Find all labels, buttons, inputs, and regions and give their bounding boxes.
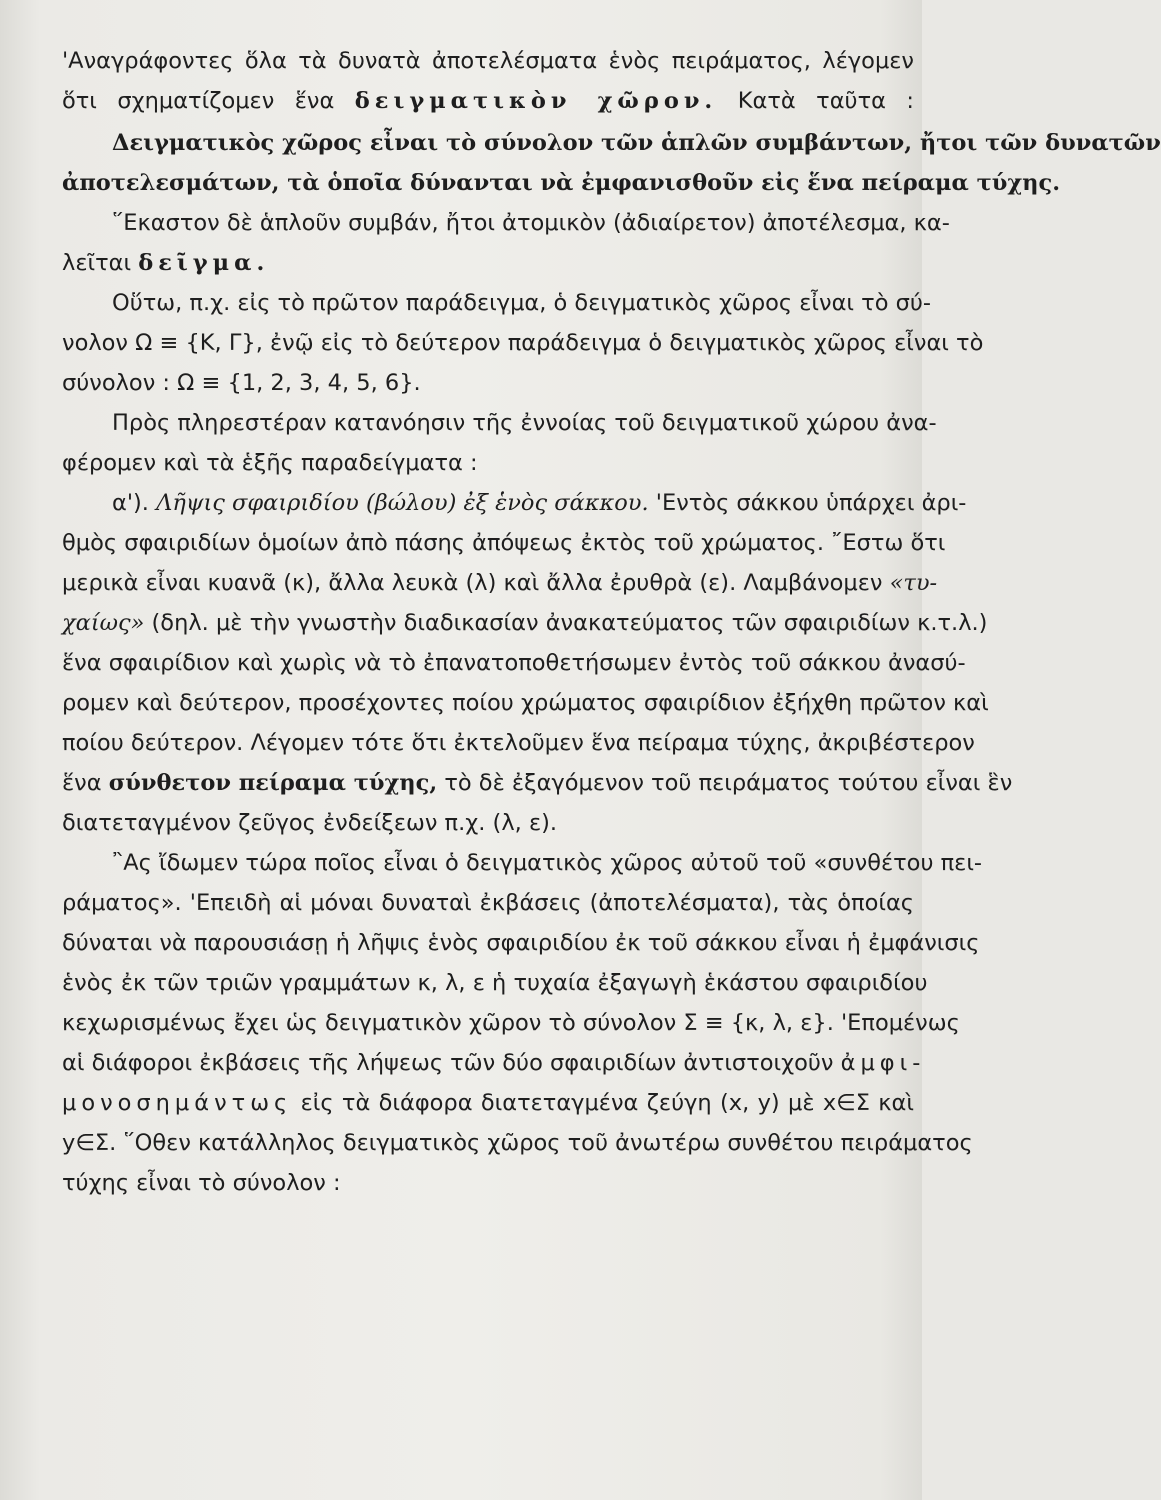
text-line: 'Αναγράφοντες ὅλα τὰ δυνατὰ ἀποτελέσματα ἑνὸς πειράματος, λέγομεν	[62, 48, 914, 74]
text-line: y∈Σ. ῞Οθεν κατάλληλος δειγματικὸς χῶρος τοῦ ἀνωτέρω συνθέτου πειράματος	[62, 1130, 973, 1156]
text-line: Οὕτω, π.χ. εἰς τὸ πρῶτον παράδειγμα, ὁ δειγματικὸς χῶρος εἶναι τὸ σύ-	[112, 290, 932, 316]
text-line: ἕνα σφαιρίδιον καὶ χωρὶς νὰ τὸ ἐπανατοποθετήσωμεν ἐντὸς τοῦ σάκκου ἀνασύ-	[62, 650, 966, 676]
text-line: τύχης εἶναι τὸ σύνολον :	[62, 1170, 341, 1196]
text-line: ρομεν καὶ δεύτερον, προσέχοντες ποίου χρώματος σφαιρίδιον ἐξήχθη πρῶτον καὶ	[62, 690, 989, 716]
text-line: κεχωρισμένως ἔχει ὡς δειγματικὸν χῶρον τὸ σύνολον Σ ≡ {κ, λ, ε}. 'Επομένως	[62, 1010, 960, 1036]
text-line: ὅτι σχηματίζομεν ἕνα δειγματικὸν χῶρον. Κατὰ ταῦτα :	[62, 88, 914, 114]
text-line: λεῖται δεῖγμα.	[62, 250, 270, 276]
example-a-heading: α'). Λῆψις σφαιριδίου (βώλου) ἐξ ἑνὸς σάκκου. 'Εντὸς σάκκου ὑπάρχει ἀρι-	[112, 490, 967, 516]
text-line: ποίου δεύτερον. Λέγομεν τότε ὅτι ἐκτελοῦμεν ἕνα πείραμα τύχης, ἀκριβέστερον	[62, 730, 975, 756]
text-line: Πρὸς πληρεστέραν κατανόησιν τῆς ἐννοίας τοῦ δειγματικοῦ χώρου ἀνα-	[112, 410, 937, 436]
text-line: διατεταγμένον ζεῦγος ἐνδείξεων π.χ. (λ, ε).	[62, 810, 558, 836]
text-line: μονοσημάντως εἰς τὰ διάφορα διατεταγμένα ζεύγη (x, y) μὲ x∈Σ καὶ	[62, 1090, 914, 1116]
definition-line: Δειγματικὸς χῶρος εἶναι τὸ σύνολον τῶν ἁπλῶν συμβάντων, ἤτοι τῶν δυνατῶν	[112, 130, 1161, 156]
text-line: νολον Ω ≡ {Κ, Γ}, ἐνῷ εἰς τὸ δεύτερον παράδειγμα ὁ δειγματικὸς χῶρος εἶναι τὸ	[62, 330, 984, 356]
text-line: δύναται νὰ παρουσιάσῃ ἡ λῆψις ἑνὸς σφαιριδίου ἐκ τοῦ σάκκου εἶναι ἡ ἐμφάνισις	[62, 930, 980, 956]
text-line: μερικὰ εἶναι κυανᾶ (κ), ἄλλα λευκὰ (λ) καὶ ἄλλα ἐρυθρὰ (ε). Λαμβάνομεν «τυ-	[62, 570, 938, 596]
text-line: φέρομεν καὶ τὰ ἑξῆς παραδείγματα :	[62, 450, 478, 476]
example-a-title: Λῆψις σφαιριδίου (βώλου) ἐξ ἑνὸς σάκκου.	[156, 490, 649, 516]
text-line: ἑνὸς ἐκ τῶν τριῶν γραμμάτων κ, λ, ε ἡ τυχαία ἐξαγωγὴ ἑκάστου σφαιριδίου	[62, 970, 928, 996]
text-line: ῞Εκαστον δὲ ἁπλοῦν συμβάν, ἤτοι ἀτομικὸν (ἀδιαίρετον) ἀποτέλεσμα, κα-	[112, 210, 950, 236]
term-sample: δεῖγμα.	[138, 250, 270, 276]
text-line: σύνολον : Ω ≡ {1, 2, 3, 4, 5, 6}.	[62, 370, 421, 396]
text-line: ἕνα σύνθετον πείραμα τύχης, τὸ δὲ ἐξαγόμενον τοῦ πειράματος τούτου εἶναι ἓν	[62, 770, 1013, 796]
term-sample-space: δειγματικὸν χῶρον.	[354, 88, 718, 114]
definition-line: ἀποτελεσμάτων, τὰ ὁποῖα δύνανται νὰ ἐμφανισθοῦν εἰς ἕνα πείραμα τύχης.	[62, 170, 1061, 196]
text-line: αἱ διάφοροι ἐκβάσεις τῆς λήψεως τῶν δύο σφαιριδίων ἀντιστοιχοῦν ἀμφι-	[62, 1050, 926, 1076]
text-line: θμὸς σφαιριδίων ὁμοίων ἀπὸ πάσης ἀπόψεως ἐκτὸς τοῦ χρώματος. ῎Εστω ὅτι	[62, 530, 946, 556]
text-line: ῍Ας ἴδωμεν τώρα ποῖος εἶναι ὁ δειγματικὸς χῶρος αὐτοῦ τοῦ «συνθέτου πει-	[112, 850, 983, 876]
term-compound-experiment: σύνθετον πείραμα τύχης,	[108, 770, 438, 796]
text-line: χαίως» (δηλ. μὲ τὴν γνωστὴν διαδικασίαν ἀνακατεύματος τῶν σφαιριδίων κ.τ.λ.)	[62, 610, 988, 636]
text-line: ράματος». 'Επειδὴ αἱ μόναι δυναταὶ ἐκβάσεις (ἀποτελέσματα), τὰς ὁποίας	[62, 890, 914, 916]
